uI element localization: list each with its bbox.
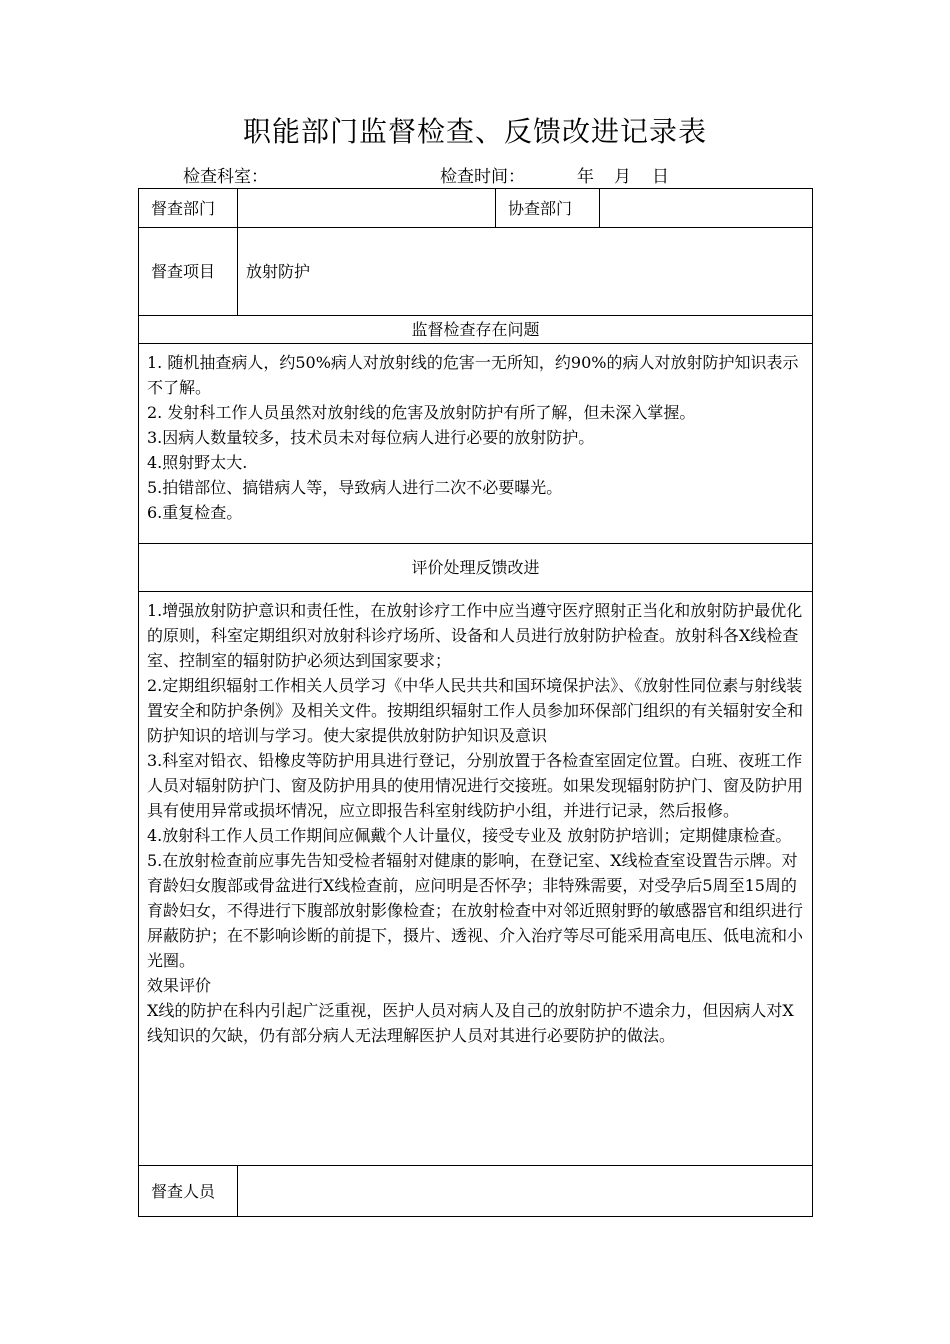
- feedback-item: 5.在放射检查前应事先告知受检者辐射对健康的影响，在登记室、X线检查室设置告示牌。对育龄妇女腹部或骨盆进行X线检查前，应问明是否怀孕；非特殊需要，对受孕后5周至15周的育龄妇女，不得进行下腹部放射影像检查；在放射检查中对邻近照射野的敏感器官和组织进行屏蔽防护；在不影响诊断的前提下，摄片、透视、介入治疗等尽可能采用高电压、低电流和小光圈。: [147, 851, 804, 970]
- effect-evaluation-text: X线的防护在科内引起广泛重视，医护人员对病人及自己的放射防护不遗余力，但因病人对X线知识的欠缺，仍有部分病人无法理解医护人员对其进行必要防护的做法。: [147, 1001, 794, 1045]
- problem-item: 4.照射野太大.: [147, 453, 248, 472]
- feedback-heading: 评价处理反馈改进: [139, 544, 813, 592]
- problems-heading: 监督检查存在问题: [139, 316, 813, 344]
- assist-dept-field[interactable]: [600, 189, 813, 228]
- problem-item: 2. 发射科工作人员虽然对放射线的危害及放射防护有所了解，但未深入掌握。: [147, 403, 696, 422]
- problem-item: 5.拍错部位、搞错病人等，导致病人进行二次不必要曝光。: [147, 478, 563, 497]
- project-label: 督查项目: [139, 228, 238, 316]
- problem-item: 1. 随机抽查病人，约50%病人对放射线的危害一无所知，约90%的病人对放射防护知识表示不了解。: [147, 353, 799, 397]
- feedback-content[interactable]: [139, 592, 813, 1166]
- supervise-dept-field[interactable]: [238, 189, 496, 228]
- inspection-time-label: 检查时间：: [440, 167, 525, 187]
- record-table: [138, 188, 813, 1217]
- feedback-item: 2.定期组织辐射工作相关人员学习《中华人民共共和国环境保护法》、《放射性同位素与射线装置安全和防护条例》及相关文件。按期组织辐射工作人员参加环保部门组织的有关辐射安全和防护知识的培训与学习。使大家提供放射防护知识及意识: [147, 676, 804, 745]
- feedback-item: 4.放射科工作人员工作期间应佩戴个人计量仪，接受专业及 放射防护培训；定期健康检查。: [147, 826, 792, 845]
- inspector-label: 督查人员: [139, 1166, 238, 1217]
- problems-list[interactable]: [139, 344, 813, 544]
- assist-dept-label: 协查部门: [496, 189, 600, 228]
- project-value[interactable]: 放射防护: [238, 228, 813, 316]
- effect-evaluation-heading: 效果评价: [147, 976, 212, 995]
- day-label: 日: [652, 167, 669, 187]
- feedback-item: 3.科室对铅衣、铅橡皮等防护用具进行登记，分别放置于各检查室固定位置。白班、夜班工作人员对辐射防护门、窗及防护用具的使用情况进行交接班。如果发现辐射防护门、窗及防护用具有使用异常或损坏情况，应立即报告科室射线防护小组，并进行记录，然后报修。: [147, 751, 804, 820]
- problem-item: 3.因病人数量较多，技术员未对每位病人进行必要的放射防护。: [147, 428, 595, 447]
- inspector-field[interactable]: [238, 1166, 813, 1217]
- problem-item: 6.重复检查。: [147, 503, 243, 522]
- supervise-dept-label: 督查部门: [139, 189, 238, 228]
- year-label: 年: [577, 167, 594, 187]
- feedback-item: 1.增强放射防护意识和责任性，在放射诊疗工作中应当遵守医疗照射正当化和放射防护最优化的原则，科室定期组织对放射科诊疗场所、设备和人员进行放射防护检查。放射科各X线检查室、控制室的辐射防护必须达到国家要求；: [147, 601, 803, 670]
- month-label: 月: [614, 167, 631, 187]
- inspection-room-label: 检查科室：: [183, 167, 268, 187]
- page-title: 职能部门监督检查、反馈改进记录表: [242, 115, 707, 148]
